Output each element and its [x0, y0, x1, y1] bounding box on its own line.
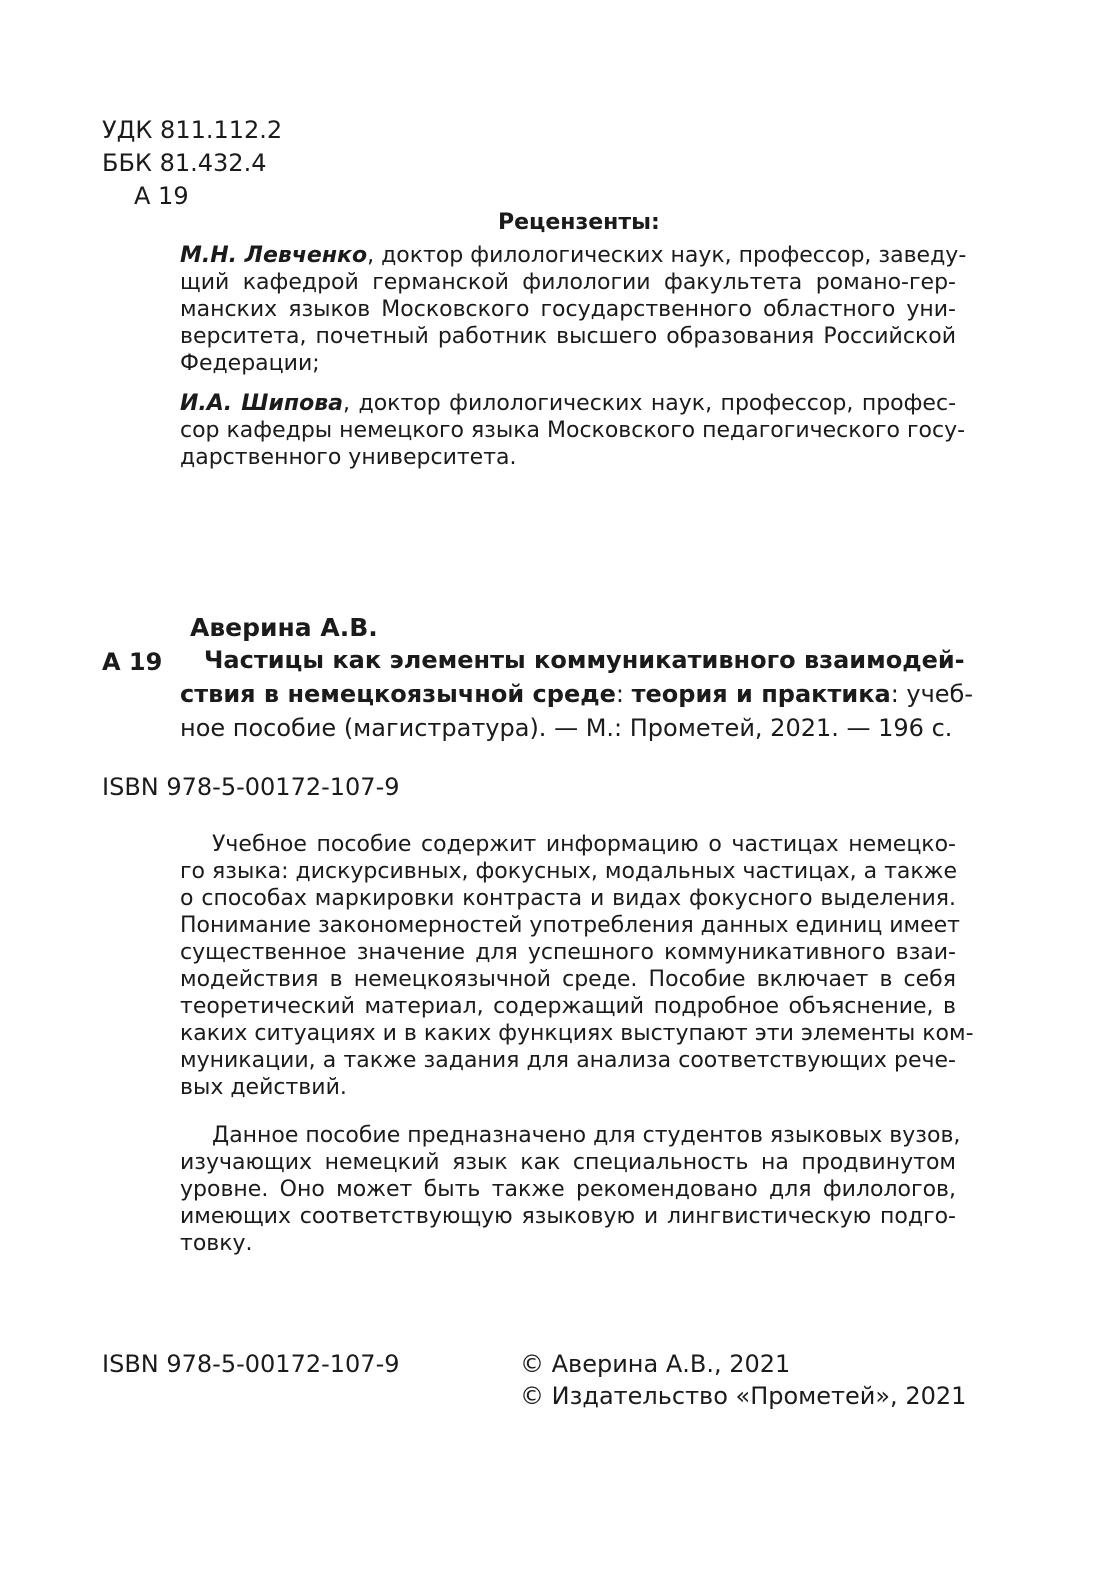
annotation-line: имеющих соответствующую языковую и лингвистическую подго- — [180, 1204, 956, 1229]
book-author: Аверина А.В. — [190, 613, 378, 642]
annotation-line: существенное значение для успешного коммуникативного взаи- — [180, 940, 956, 965]
book-imprint-line: ное пособие (магистратура). — М.: Прометей, 2021. — 196 с. — [180, 714, 953, 742]
author-mark: А 19 — [134, 182, 189, 210]
annotation-line: товку. — [180, 1231, 253, 1256]
book-mark: А 19 — [102, 648, 163, 676]
bbk-code: ББК 81.432.4 — [102, 149, 267, 177]
annotation-paragraph-1 — [180, 831, 974, 1101]
reviewers-heading: Рецензенты: — [498, 210, 660, 235]
isbn-footer: ISBN 978-5-00172-107-9 — [102, 1350, 400, 1378]
annotation-line: муникации, а также задания для анализа соответствующих рече- — [180, 1048, 956, 1073]
book-title-line: ствия в немецкоязычной среде: теория и практика: учеб- — [180, 680, 974, 708]
copyright-author: © Аверина А.В., 2021 — [520, 1350, 791, 1378]
udk-code: УДК 811.112.2 — [102, 116, 283, 144]
reviewer-2-name: И.А. Шипова — [180, 391, 343, 416]
reviewer-2 — [180, 390, 966, 471]
annotation-line: Понимание закономерностей употребления данных единиц имеет — [180, 913, 960, 938]
annotation-line: го языка: дискурсивных, фокусных, модальных частицах, а также — [180, 859, 958, 884]
annotation-line: теоретический материал, содержащий подробное объяснение, в — [180, 994, 956, 1019]
copyright-publisher: © Издательство «Прометей», 2021 — [520, 1382, 967, 1410]
reviewer-2-line: дарственного университета. — [180, 445, 517, 470]
annotation-line: модействия в немецкоязычной среде. Пособие включает в себя — [180, 967, 956, 992]
reviewer-1 — [180, 242, 967, 377]
book-title-line: Частицы как элементы коммуникативного взаимодей- — [204, 646, 965, 674]
reviewer-1-line: Федерации; — [180, 351, 320, 376]
annotation-line: уровне. Оно может быть также рекомендовано для филологов, — [180, 1177, 956, 1202]
reviewer-1-name: М.Н. Левченко — [180, 243, 368, 268]
reviewer-1-line: верситета, почетный работник высшего образования Российской — [180, 324, 956, 349]
annotation-line: Данное пособие предназначено для студентов языковых вузов, — [212, 1123, 961, 1148]
book-title-block-2 — [180, 677, 974, 745]
isbn-top: ISBN 978-5-00172-107-9 — [102, 773, 400, 801]
annotation-paragraph-2 — [180, 1122, 961, 1257]
reviewer-2-line: И.А. Шипова, доктор филологических наук, профессор, профес- — [180, 391, 957, 416]
annotation-line: изучающих немецкий язык как специальность на продвинутом — [180, 1150, 956, 1175]
reviewer-1-line: щий кафедрой германской филологии факультета романо-гер- — [180, 270, 956, 295]
annotation-line: каких ситуациях и в каких функциях выступают эти элементы ком- — [180, 1021, 974, 1046]
book-title-block — [204, 643, 965, 677]
annotation-line: Учебное пособие содержит информацию о частицах немецко- — [212, 832, 956, 857]
reviewer-1-line: М.Н. Левченко, доктор филологических наук, профессор, заведу- — [180, 243, 967, 268]
annotation-line: о способах маркировки контраста и видах фокусного выделения. — [180, 886, 956, 911]
annotation-line: вых действий. — [180, 1075, 347, 1100]
reviewer-2-line: сор кафедры немецкого языка Московского педагогического госу- — [180, 418, 966, 443]
reviewer-1-line: манских языков Московского государственного областного уни- — [180, 297, 956, 322]
